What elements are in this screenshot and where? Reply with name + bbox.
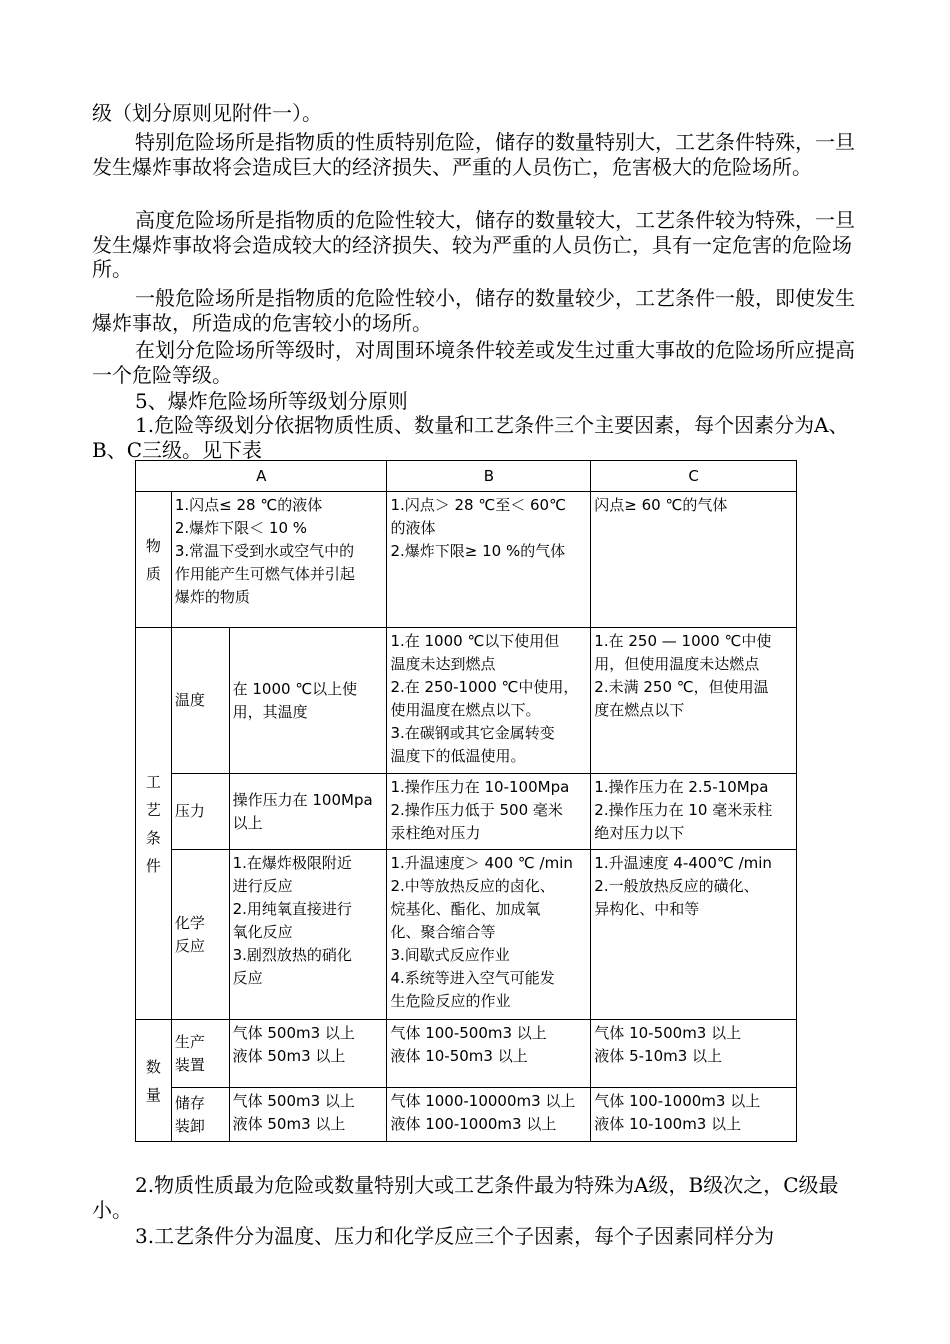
production-a-cell xyxy=(229,1020,387,1088)
table-row-pressure xyxy=(136,774,797,850)
section-heading: 5、爆炸危险场所等级划分原则 xyxy=(135,389,408,413)
cell-line: 2.未满 250 ℃，但使用温 xyxy=(594,678,769,696)
cell-line: 1.操作压力在 2.5-10Mpa xyxy=(594,778,769,796)
table-row-storage xyxy=(136,1088,797,1142)
cell-line: 4.系统等进入空气可能发 xyxy=(390,969,555,987)
cell-line: 氧化反应 xyxy=(232,923,293,941)
production-c-cell xyxy=(591,1020,797,1088)
cell-line: 在 1000 ℃以上使 xyxy=(232,679,358,698)
row-label-material: 物质 xyxy=(136,492,172,628)
cell-line: 3.常温下受到水或空气中的 xyxy=(174,542,355,560)
cell-line: 烷基化、酯化、加成氧 xyxy=(390,900,541,918)
reaction-a-cell xyxy=(229,850,387,1020)
cell-line: 液体 10-50m3 以上 xyxy=(390,1047,528,1065)
cell-line: 2.爆炸下限＜ 10 % xyxy=(174,519,308,537)
cell-line: 2.在 250-1000 ℃中使用， xyxy=(390,678,579,696)
cell-line: 异构化、中和等 xyxy=(594,900,700,918)
paragraph-rule-2: 2.物质性质最为危险或数量特别大或工艺条件最为特殊为A级，B级次之，C级最小。 xyxy=(92,1173,839,1222)
table-row-production xyxy=(136,1020,797,1088)
cell-line: 化、聚合缩合等 xyxy=(390,923,496,941)
cell-line: 1.操作压力在 10-100Mpa xyxy=(390,778,570,796)
cell-line: 气体 500m3 以上 xyxy=(232,1092,355,1110)
cell-line: 温度下的低温使用。 xyxy=(390,747,526,765)
cell-line: 的液体 xyxy=(390,519,436,537)
storage-a-cell xyxy=(229,1088,387,1142)
cell-line: 2.中等放热反应的卤化、 xyxy=(390,877,555,895)
cell-line: 2.操作压力在 10 毫米汞柱 xyxy=(594,801,773,819)
cell-line: 操作压力在 100Mpa xyxy=(232,790,373,809)
pressure-c-cell xyxy=(591,774,797,850)
cell-line: 温度未达到燃点 xyxy=(390,655,496,673)
header-b: B xyxy=(387,461,591,492)
cell-line: 度在燃点以下 xyxy=(594,701,685,719)
cell-line: 2.操作压力低于 500 毫米 xyxy=(390,801,563,819)
cell-line: 爆炸的物质 xyxy=(174,588,250,606)
table-row-temperature xyxy=(136,628,797,774)
pressure-a-cell xyxy=(229,774,387,850)
paragraph-upgrade-rule: 在划分危险场所等级时，对周围环境条件较差或发生过重大事故的危险场所应提高一个危险等级。 xyxy=(92,338,855,387)
paragraph-rule-3: 3.工艺条件分为温度、压力和化学反应三个子因素，每个子因素同样分为 xyxy=(135,1224,775,1248)
reaction-c-cell xyxy=(591,850,797,1020)
cell-line: 2.爆炸下限≥ 10 %的气体 xyxy=(390,542,566,560)
cell-line: 生危险反应的作业 xyxy=(390,992,511,1010)
temperature-a-cell xyxy=(229,628,387,774)
row-label-process: 工艺条件 xyxy=(136,628,172,1020)
reaction-b-cell xyxy=(387,850,591,1020)
cell-line: 液体 50m3 以上 xyxy=(232,1047,346,1065)
cell-line: 液体 10-100m3 以上 xyxy=(594,1115,742,1133)
cell-line: 1.闪点＞ 28 ℃至＜ 60℃ xyxy=(390,496,566,514)
paragraph-high-danger: 高度危险场所是指物质的危险性较大，储存的数量较大，工艺条件较为特殊，一旦发生爆炸事故将会造成较大的经济损失、较为严重的人员伤亡，具有一定危害的危险场所。 xyxy=(92,208,855,282)
cell-line: 液体 100-1000m3 以上 xyxy=(390,1115,557,1133)
material-b-cell xyxy=(387,492,591,628)
paragraph-special-danger: 特别危险场所是指物质的性质特别危险，储存的数量特别大，工艺条件特殊，一旦发生爆炸事故将会造成巨大的经济损失、严重的人员伤亡，危害极大的危险场所。 xyxy=(92,130,855,179)
cell-line: 2.一般放热反应的磺化、 xyxy=(594,877,759,895)
cell-line: 汞柱绝对压力 xyxy=(390,824,481,842)
cell-line: 液体 5-10m3 以上 xyxy=(594,1047,723,1065)
cell-line: 气体 10-500m3 以上 xyxy=(594,1024,742,1042)
sub-label-storage: 储存装卸 xyxy=(171,1088,229,1142)
cell-line: 气体 500m3 以上 xyxy=(232,1024,355,1042)
sub-label-reaction: 化学反应 xyxy=(171,850,229,1020)
cell-line: 1.升温速度 4-400℃ /min xyxy=(594,854,772,872)
paragraph-rule-1: 1.危险等级划分依据物质性质、数量和工艺条件三个主要因素，每个因素分为A、B、C三级。见下表 xyxy=(92,413,849,462)
cell-line: 3.在碳钢或其它金属转变 xyxy=(390,724,555,742)
cell-line: 闪点≥ 60 ℃的气体 xyxy=(594,496,728,514)
cell-line: 液体 50m3 以上 xyxy=(232,1115,346,1133)
storage-c-cell xyxy=(591,1088,797,1142)
storage-b-cell xyxy=(387,1088,591,1142)
cell-line: 使用温度在燃点以下。 xyxy=(390,701,541,719)
table-header-row xyxy=(136,461,797,492)
cell-line: 1.在爆炸极限附近 xyxy=(232,854,352,872)
material-c-cell xyxy=(591,492,797,628)
cell-line: 气体 1000-10000m3 以上 xyxy=(390,1092,576,1110)
cell-line: 1.在 250 — 1000 ℃中使 xyxy=(594,632,772,650)
cell-line: 2.用纯氧直接进行 xyxy=(232,900,352,918)
sub-label-production: 生产装置 xyxy=(171,1020,229,1088)
row-label-quantity: 数量 xyxy=(136,1020,172,1142)
sub-label-temperature: 温度 xyxy=(171,628,229,774)
cell-line: 1.在 1000 ℃以下使用但 xyxy=(390,632,560,650)
table-row-reaction xyxy=(136,850,797,1020)
cell-line: 作用能产生可燃气体并引起 xyxy=(174,565,355,583)
sub-label-pressure: 压力 xyxy=(171,774,229,850)
cell-line: 以上 xyxy=(232,813,263,832)
cell-line: 反应 xyxy=(232,969,263,987)
pressure-b-cell xyxy=(387,774,591,850)
paragraph-general-danger: 一般危险场所是指物质的危险性较小，储存的数量较少，工艺条件一般，即使发生爆炸事故，所造成的危害较小的场所。 xyxy=(92,286,855,335)
temperature-c-cell xyxy=(591,628,797,774)
cell-line: 气体 100-500m3 以上 xyxy=(390,1024,547,1042)
production-b-cell xyxy=(387,1020,591,1088)
header-a: A xyxy=(136,461,387,492)
temperature-b-cell xyxy=(387,628,591,774)
cell-line: 气体 100-1000m3 以上 xyxy=(594,1092,761,1110)
cell-line: 1.闪点≤ 28 ℃的液体 xyxy=(174,496,323,514)
table-row-material xyxy=(136,492,797,628)
cell-line: 用，但使用温度未达燃点 xyxy=(594,655,760,673)
cell-line: 绝对压力以下 xyxy=(594,824,685,842)
hazard-grade-table xyxy=(135,460,797,1142)
paragraph-continuation: 级（划分原则见附件一）。 xyxy=(92,101,322,125)
material-a-cell xyxy=(171,492,387,628)
cell-line: 3.间歇式反应作业 xyxy=(390,946,510,964)
cell-line: 用，其温度 xyxy=(232,702,308,721)
header-c: C xyxy=(591,461,797,492)
cell-line: 进行反应 xyxy=(232,877,293,895)
cell-line: 1.升温速度＞ 400 ℃ /min xyxy=(390,854,573,872)
cell-line: 3.剧烈放热的硝化 xyxy=(232,946,352,964)
